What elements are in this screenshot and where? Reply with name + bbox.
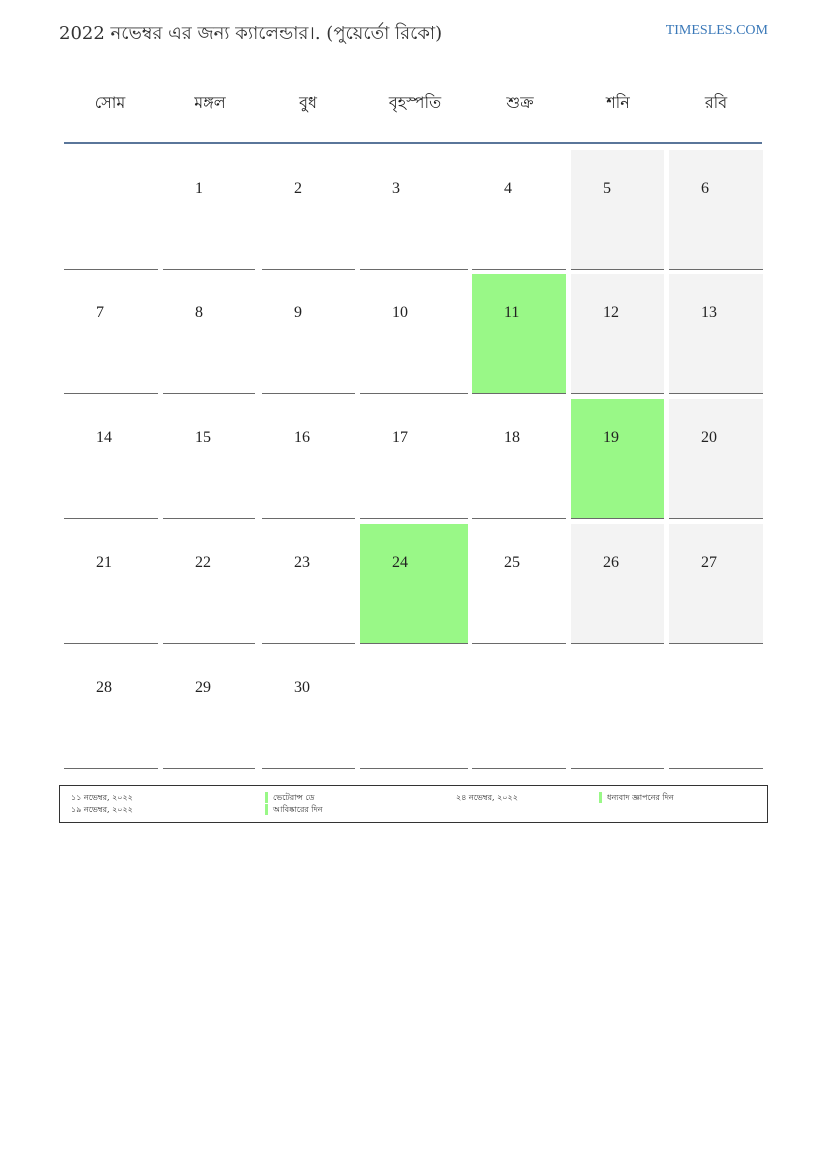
day-cell	[571, 649, 664, 769]
day-cell[interactable]	[472, 399, 566, 519]
day-cell[interactable]	[669, 524, 763, 644]
day-cell[interactable]	[163, 274, 255, 394]
day-number: 19	[603, 429, 619, 446]
weekday-tue: মঙ্গল	[194, 93, 226, 112]
day-cell[interactable]	[472, 274, 566, 394]
legend-holiday-name: আবিষ্কারের দিন	[273, 805, 323, 814]
day-number: 11	[504, 304, 520, 321]
day-cell[interactable]	[571, 399, 664, 519]
day-number: 8	[195, 304, 203, 321]
weekday-fri: শুক্র	[506, 93, 534, 112]
day-cell	[360, 649, 468, 769]
day-cell[interactable]	[163, 399, 255, 519]
day-number: 30	[294, 679, 310, 696]
day-cell[interactable]	[64, 274, 158, 394]
day-number: 22	[195, 554, 211, 571]
day-number: 3	[392, 180, 400, 197]
day-number: 25	[504, 554, 520, 571]
day-number: 23	[294, 554, 310, 571]
day-cell[interactable]	[360, 150, 468, 270]
day-number: 7	[96, 304, 104, 321]
day-cell[interactable]	[571, 150, 664, 270]
day-number: 18	[504, 429, 520, 446]
day-cell[interactable]	[360, 399, 468, 519]
day-number: 16	[294, 429, 310, 446]
day-cell[interactable]	[472, 524, 566, 644]
day-number: 20	[701, 429, 717, 446]
day-cell	[472, 649, 566, 769]
day-number: 5	[603, 180, 611, 197]
day-cell[interactable]	[163, 150, 255, 270]
legend-date: ২৪ নভেম্বর, ২০২২	[456, 793, 518, 802]
day-number: 17	[392, 429, 408, 446]
day-number: 14	[96, 429, 112, 446]
day-cell	[669, 649, 763, 769]
day-cell[interactable]	[262, 399, 355, 519]
day-number: 10	[392, 304, 408, 321]
weekday-sat: শনি	[606, 93, 630, 112]
weekday-sun: রবি	[704, 93, 728, 112]
day-cell[interactable]	[669, 274, 763, 394]
day-cell[interactable]	[163, 524, 255, 644]
day-cell[interactable]	[64, 649, 158, 769]
day-number: 2	[294, 180, 302, 197]
day-cell	[64, 150, 158, 270]
day-cell[interactable]	[571, 524, 664, 644]
day-cell[interactable]	[262, 649, 355, 769]
day-cell[interactable]	[64, 399, 158, 519]
day-cell[interactable]	[360, 274, 468, 394]
site-link[interactable]: TIMESLES.COM	[665, 23, 768, 38]
day-cell[interactable]	[262, 150, 355, 270]
holiday-legend	[59, 785, 768, 823]
legend-date: ১১ নভেম্বর, ২০২২	[71, 793, 133, 802]
day-cell[interactable]	[360, 524, 468, 644]
day-cell[interactable]	[571, 274, 664, 394]
day-cell[interactable]	[669, 150, 763, 270]
legend-holiday-name: ধন্যবাদ জ্ঞাপনের দিন	[607, 793, 674, 802]
day-number: 21	[96, 554, 112, 571]
day-number: 26	[603, 554, 619, 571]
weekday-mon: সোম	[94, 93, 126, 112]
day-cell[interactable]	[262, 274, 355, 394]
page-title: 2022 নভেম্বর এর জন্য ক্যালেন্ডার।. (পুয়ের্তো রিকো)	[59, 23, 443, 44]
day-number: 29	[195, 679, 211, 696]
day-cell[interactable]	[262, 524, 355, 644]
legend-color-marker	[265, 792, 268, 803]
legend-holiday-name: ভেটেরান্স ডে	[273, 793, 315, 802]
day-number: 9	[294, 304, 302, 321]
weekday-thu: বৃহস্পতি	[388, 93, 442, 112]
day-cell[interactable]	[163, 649, 255, 769]
day-number: 13	[701, 304, 717, 321]
day-number: 6	[701, 180, 709, 197]
day-cell[interactable]	[472, 150, 566, 270]
day-number: 1	[195, 180, 203, 197]
day-number: 27	[701, 554, 717, 571]
legend-color-marker	[599, 792, 602, 803]
day-cell[interactable]	[669, 399, 763, 519]
day-number: 24	[392, 554, 408, 571]
day-number: 15	[195, 429, 211, 446]
day-number: 12	[603, 304, 619, 321]
legend-date: ১৯ নভেম্বর, ২০২২	[71, 805, 133, 814]
day-number: 4	[504, 180, 512, 197]
day-number: 28	[96, 679, 112, 696]
weekday-wed: বুধ	[299, 93, 317, 112]
day-cell[interactable]	[64, 524, 158, 644]
legend-color-marker	[265, 804, 268, 815]
